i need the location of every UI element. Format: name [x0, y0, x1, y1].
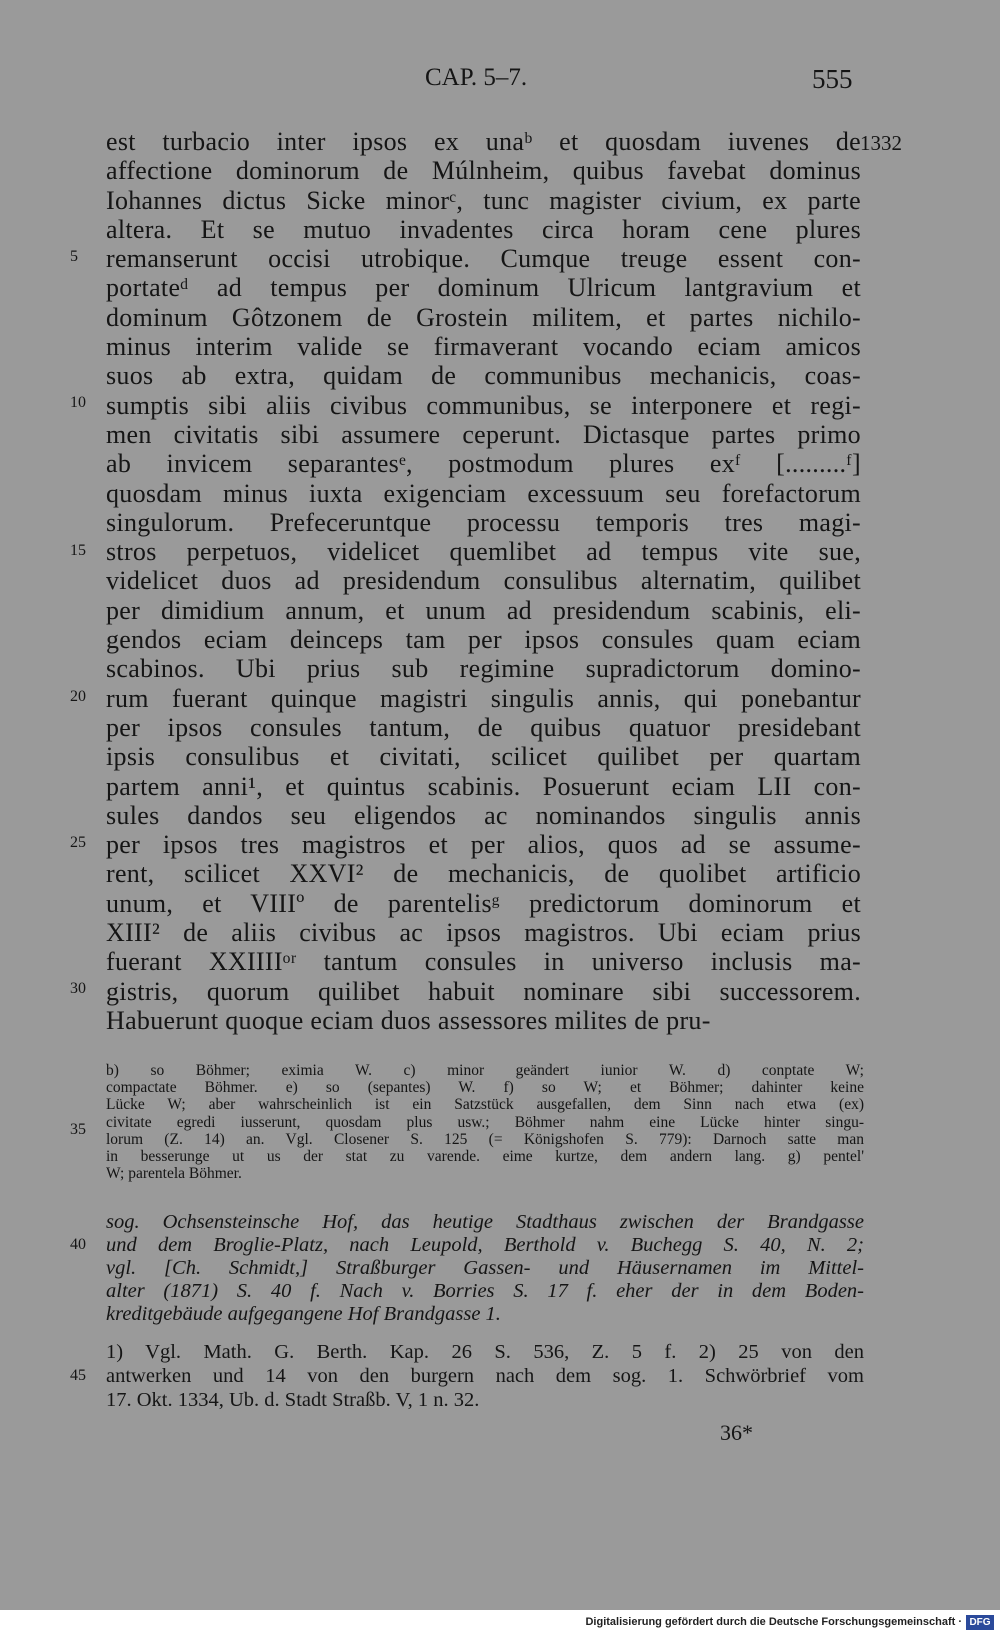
critical-apparatus — [106, 1062, 864, 1182]
note-line: compactate Böhmer. e) so (sepantes) W. f) so W; et Böhmer; dahinter keine — [106, 1079, 864, 1097]
footer-bar — [0, 1610, 1000, 1636]
note-line: b) so Böhmer; eximia W. c) minor geändert iunior W. d) conptate W; — [106, 1062, 864, 1079]
text-line: per dimidium annum, et unum ad presidendum scabinis, eli- — [106, 595, 861, 625]
line-number: 5 — [70, 248, 78, 265]
line-number: 40 — [70, 1236, 86, 1253]
note-line: in besserunge ut us der stat zu varende. eime kurtze, dem andern lang. g) pentel' — [106, 1147, 864, 1165]
funding-credit: Digitalisierung gefördert durch die Deutsche Forschungsgemeinschaft · — [585, 1616, 962, 1628]
text-line: rent, scilicet XXVI² de mechanicis, de quolibet artificio — [106, 859, 861, 889]
printer-signature: 36* — [720, 1420, 753, 1445]
text-line: per ipsos tres magistros et per alios, quos ad se assume- — [106, 830, 861, 860]
commentary-note — [106, 1211, 864, 1326]
text-line: men civitatis sibi assumere ceperunt. Dictasque partes primo — [106, 419, 861, 449]
text-line: scabinos. Ubi prius sub regimine supradictorum domino- — [106, 654, 861, 684]
text-line: ab invicem separantesᵉ, postmodum plures exᶠ [.........ᶠ] — [106, 449, 861, 479]
line-number: 20 — [70, 688, 86, 705]
text-line: per ipsos consules tantum, de quibus quatuor presidebant — [106, 712, 861, 742]
line-number: 25 — [70, 834, 86, 851]
note-line: lorum (Z. 14) an. Vgl. Closener S. 125 (= Königshofen S. 779): Darnoch satte man — [106, 1130, 864, 1148]
note-line: sog. Ochsensteinsche Hof, das heutige Stadthaus zwischen der Brandgasse — [106, 1211, 864, 1233]
note-line: Lücke W; aber wahrscheinlich ist ein Satzstück ausgefallen, dem Sinn nach etwa (ex) — [106, 1096, 864, 1114]
text-line: suos ab extra, quidam de communibus mechanicis, coas- — [106, 361, 861, 391]
text-line: rum fuerant quinque magistri singulis annis, qui ponebantur — [106, 683, 861, 713]
text-line: videlicet duos ad presidendum consulibus alternatim, quilibet — [106, 566, 861, 596]
line-number: 30 — [70, 980, 86, 997]
margin-year: 1332 — [860, 131, 902, 155]
note-line: und dem Broglie-Platz, nach Leupold, Berthold v. Buchegg S. 40, N. 2; — [106, 1234, 864, 1256]
text-line: ipsis consulibus et civitati, scilicet quilibet per quartam — [106, 742, 861, 772]
text-line: fuerant XXIIIIᵒʳ tantum consules in universo inclusis ma- — [106, 947, 861, 977]
text-line: remanserunt occisi utrobique. Cumque treuge essent con- — [106, 244, 861, 274]
chapter-title: CAP. 5–7. — [425, 64, 528, 91]
text-line: stros perpetuos, videlicet quemlibet ad tempus vite sue, — [106, 537, 861, 567]
text-line: singulorum. Prefeceruntque processu temporis tres magi- — [106, 507, 861, 537]
dfg-logo: DFG — [966, 1615, 994, 1630]
text-line: minus interim valide se firmaverant vocando eciam amicos — [106, 332, 861, 362]
text-line: gistris, quorum quilibet habuit nominare sibi successorem. — [106, 976, 861, 1006]
text-line: Habuerunt quoque eciam duos assessores milites de pru- — [106, 1005, 711, 1035]
text-line: sules dandos seu eligendos ac nominandos singulis annis — [106, 800, 861, 830]
text-line: partem anni¹, et quintus scabinis. Posuerunt eciam LII con- — [106, 771, 861, 801]
note-line: alter (1871) S. 40 f. Nach v. Borries S. 17 f. eher der in dem Boden- — [106, 1280, 864, 1302]
note-line: 17. Okt. 1334, Ub. d. Stadt Straßb. V, 1 n. 32. — [106, 1389, 480, 1411]
text-line: XIII² de aliis civibus ac ipsos magistros. Ubi eciam prius — [106, 918, 861, 948]
line-number: 10 — [70, 394, 86, 411]
main-text — [106, 127, 861, 1035]
page-header — [0, 64, 1000, 100]
text-line: quosdam minus iuxta exigenciam excessuum seu forefactorum — [106, 478, 861, 508]
text-line: unum, et VIIIº de parentelisᵍ predictorum dominorum et — [106, 888, 861, 918]
text-line: portateᵈ ad tempus per dominum Ulricum lantgravium et — [106, 273, 861, 303]
text-line: altera. Et se mutuo invadentes circa horam cene plures — [106, 214, 861, 244]
text-line: affectione dominorum de Múlnheim, quibus favebat dominus — [106, 156, 861, 186]
note-line: W; parentela Böhmer. — [106, 1165, 242, 1183]
text-line: sumptis sibi aliis civibus communibus, se interponere et regi- — [106, 390, 861, 420]
line-number: 15 — [70, 542, 86, 559]
line-number: 35 — [70, 1121, 86, 1138]
text-line: Iohannes dictus Sicke minorᶜ, tunc magister civium, ex parte — [106, 185, 861, 215]
note-line: vgl. [Ch. Schmidt,] Straßburger Gassen- und Häusernamen im Mittel- — [106, 1257, 864, 1279]
text-line: est turbacio inter ipsos ex unaᵇ et quosdam iuvenes de — [106, 127, 861, 156]
note-line: civitate egredi iusserunt, quosdam plus usw.; Böhmer nahm eine Lücke hinter singu- — [106, 1113, 864, 1131]
footnotes — [106, 1340, 864, 1412]
note-line: antwerken und 14 von den burgern nach dem sog. 1. Schwörbrief vom — [106, 1365, 864, 1387]
text-line: gendos eciam deinceps tam per ipsos consules quam eciam — [106, 625, 861, 655]
note-line: 1) Vgl. Math. G. Berth. Kap. 26 S. 536, Z. 5 f. 2) 25 von den — [106, 1341, 864, 1363]
text-line: dominum Gôtzonem de Grostein militem, et partes nichilo- — [106, 302, 861, 332]
note-line: kreditgebäude aufgegangene Hof Brandgasse 1. — [106, 1303, 501, 1325]
page-number: 555 — [812, 64, 853, 94]
line-number: 45 — [70, 1367, 86, 1384]
